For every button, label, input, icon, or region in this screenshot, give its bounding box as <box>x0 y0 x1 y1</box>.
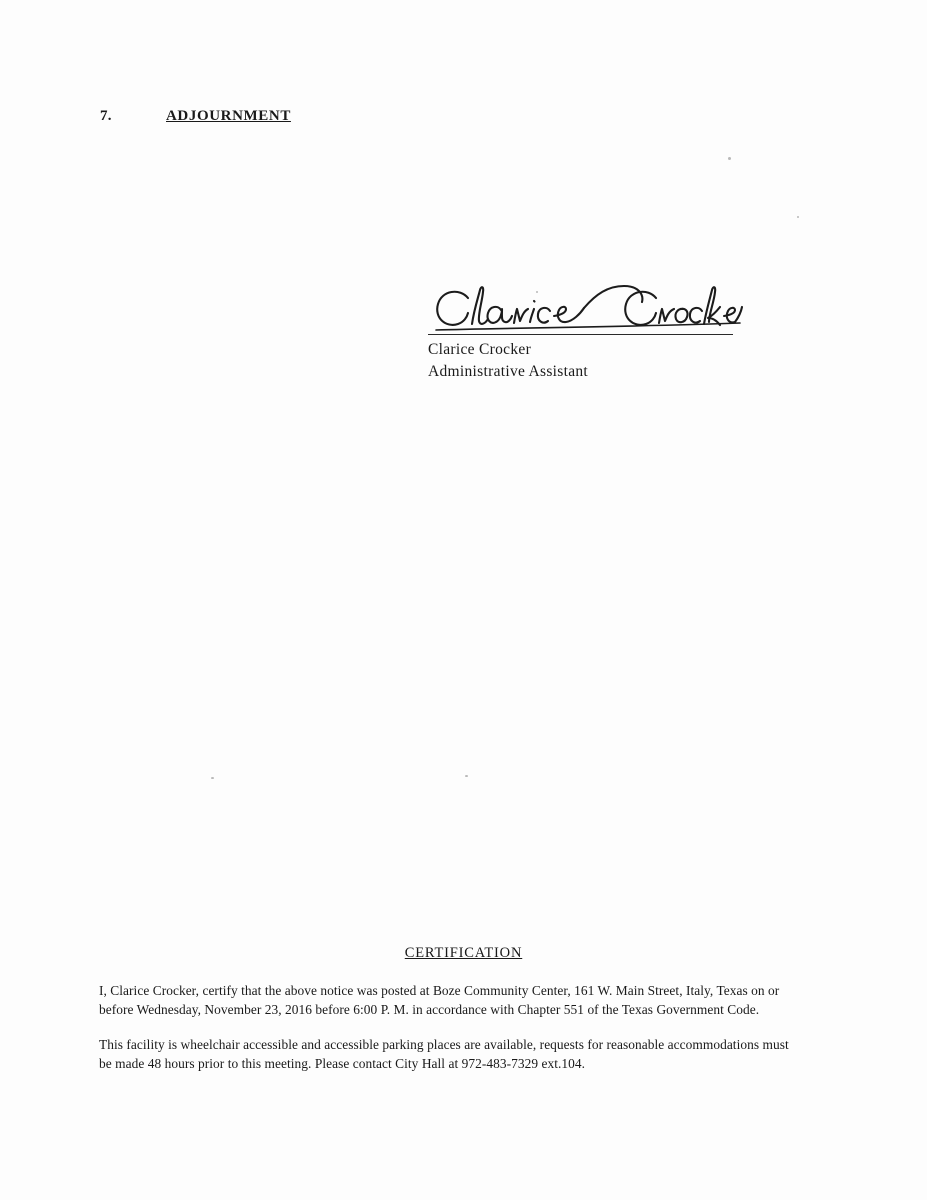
scan-speck <box>728 157 731 160</box>
certification-paragraph: This facility is wheelchair accessible and accessible parking places are available, requests for reasonable accommodations must be made 48 hours prior to this meeting. Please contact City Hall at 972-483-7329 ext.104. <box>99 1037 789 1071</box>
signature-printed-name: Clarice Crocker <box>428 341 532 358</box>
certification-heading: CERTIFICATION <box>404 945 523 961</box>
signature-line <box>428 334 733 335</box>
scan-speck <box>465 775 468 777</box>
agenda-item-number: 7. <box>100 108 112 124</box>
agenda-item-adjournment <box>100 108 820 125</box>
certification-body <box>99 982 799 1073</box>
handwritten-signature-icon <box>428 280 748 340</box>
scan-speck <box>211 777 214 779</box>
agenda-item-title: ADJOURNMENT <box>166 108 291 124</box>
signature-title: Administrative Assistant <box>428 363 589 381</box>
certification-paragraph: I, Clarice Crocker, certify that the above notice was posted at Boze Community Center, 161 W. Main Street, Italy, Texas on or before Wednesday, November 23, 2016 before 6:00 P. M. in accordance with Chapter 551 of the Texas Government Code. <box>99 983 780 1017</box>
signature-block <box>428 280 758 384</box>
scan-speck <box>797 216 799 218</box>
